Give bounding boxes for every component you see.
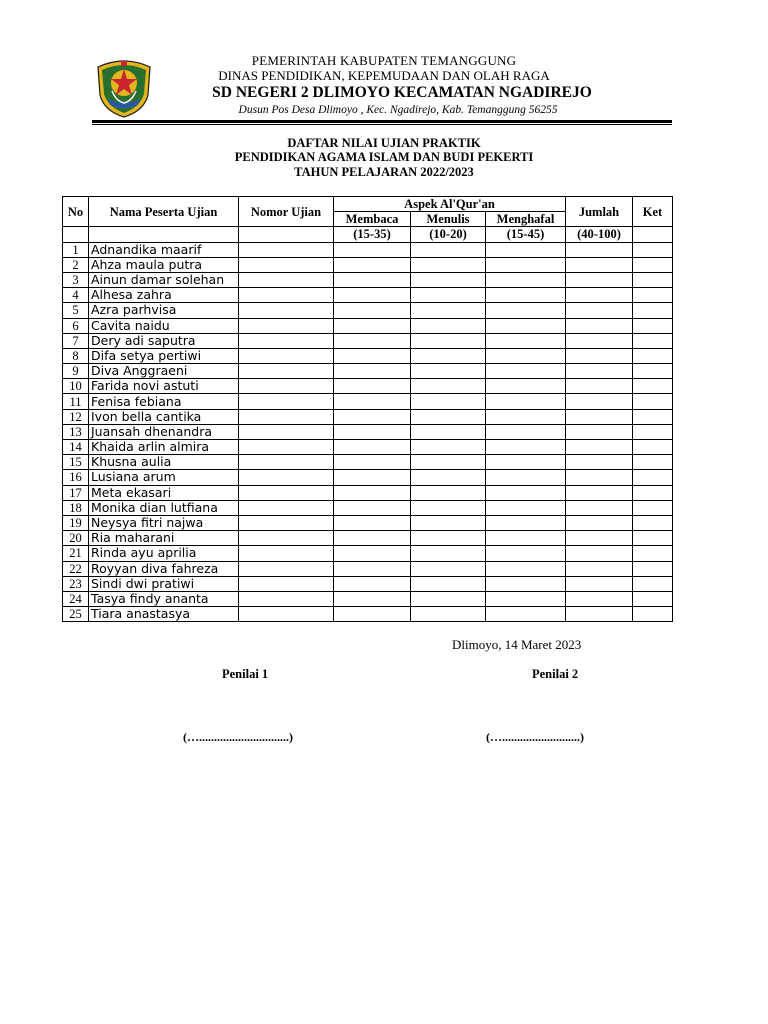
note-cell	[633, 348, 673, 363]
writing-cell	[411, 607, 486, 622]
total-cell	[566, 333, 633, 348]
document-year: TAHUN PELAJARAN 2022/2023	[294, 165, 474, 179]
memorizing-cell	[486, 531, 566, 546]
student-name: Rinda ayu aprilia	[89, 546, 239, 561]
row-number: 8	[63, 348, 89, 363]
note-cell	[633, 576, 673, 591]
exam-number-cell	[239, 394, 334, 409]
exam-number-cell	[239, 424, 334, 439]
header-divider-thin	[92, 124, 672, 125]
student-name: Fenisa febiana	[89, 394, 239, 409]
total-cell	[566, 546, 633, 561]
writing-cell	[411, 272, 486, 287]
reading-cell	[334, 576, 411, 591]
row-number: 15	[63, 455, 89, 470]
reading-cell	[334, 424, 411, 439]
row-number: 18	[63, 500, 89, 515]
reading-cell	[334, 591, 411, 606]
table-row	[63, 607, 673, 622]
header-no: No	[63, 197, 89, 227]
reading-cell	[334, 409, 411, 424]
writing-cell	[411, 591, 486, 606]
note-cell	[633, 424, 673, 439]
memorizing-cell	[486, 470, 566, 485]
total-cell	[566, 607, 633, 622]
memorizing-cell	[486, 242, 566, 257]
exam-number-cell	[239, 455, 334, 470]
header-divider-thick	[92, 120, 672, 123]
memorizing-cell	[486, 440, 566, 455]
student-name: Ria maharani	[89, 531, 239, 546]
header-quran-aspect: Aspek Al'Qur'an	[334, 197, 566, 212]
school-name: SD NEGERI 2 DLIMOYO KECAMATAN NGADIREJO	[212, 84, 592, 101]
student-name: Khusna aulia	[89, 455, 239, 470]
place-date: Dlimoyo, 14 Maret 2023	[452, 637, 582, 652]
grades-table	[62, 196, 673, 622]
total-cell	[566, 576, 633, 591]
table-row	[63, 561, 673, 576]
memorizing-cell	[486, 272, 566, 287]
memorizing-cell	[486, 303, 566, 318]
writing-cell	[411, 440, 486, 455]
total-cell	[566, 440, 633, 455]
student-name: Diva Anggraeni	[89, 364, 239, 379]
total-cell	[566, 303, 633, 318]
memorizing-cell	[486, 455, 566, 470]
range-total: (40-100)	[566, 227, 633, 242]
note-cell	[633, 607, 673, 622]
memorizing-cell	[486, 500, 566, 515]
total-cell	[566, 364, 633, 379]
student-name: Sindi dwi pratiwi	[89, 576, 239, 591]
exam-number-cell	[239, 470, 334, 485]
row-number: 7	[63, 333, 89, 348]
memorizing-cell	[486, 591, 566, 606]
row-number: 3	[63, 272, 89, 287]
reading-cell	[334, 379, 411, 394]
note-cell	[633, 409, 673, 424]
reading-cell	[334, 440, 411, 455]
writing-cell	[411, 288, 486, 303]
student-name: Khaida arlin almira	[89, 440, 239, 455]
total-cell	[566, 531, 633, 546]
row-number: 10	[63, 379, 89, 394]
note-cell	[633, 303, 673, 318]
note-cell	[633, 455, 673, 470]
exam-number-cell	[239, 531, 334, 546]
reading-cell	[334, 318, 411, 333]
student-name: Adnandika maarif	[89, 242, 239, 257]
memorizing-cell	[486, 485, 566, 500]
exam-number-cell	[239, 333, 334, 348]
memorizing-cell	[486, 364, 566, 379]
memorizing-cell	[486, 394, 566, 409]
total-cell	[566, 318, 633, 333]
exam-number-cell	[239, 561, 334, 576]
note-cell	[633, 546, 673, 561]
row-number: 2	[63, 257, 89, 272]
table-row	[63, 379, 673, 394]
total-cell	[566, 409, 633, 424]
table-row	[63, 500, 673, 515]
exam-number-cell	[239, 318, 334, 333]
row-number: 11	[63, 394, 89, 409]
table-row	[63, 257, 673, 272]
writing-cell	[411, 485, 486, 500]
reading-cell	[334, 348, 411, 363]
table-row	[63, 364, 673, 379]
total-cell	[566, 561, 633, 576]
student-name: Cavita naidu	[89, 318, 239, 333]
reading-cell	[334, 561, 411, 576]
table-row	[63, 531, 673, 546]
range-writing: (10-20)	[411, 227, 486, 242]
student-name: Farida novi astuti	[89, 379, 239, 394]
reading-cell	[334, 333, 411, 348]
total-cell	[566, 288, 633, 303]
student-name: Difa setya pertiwi	[89, 348, 239, 363]
table-row	[63, 591, 673, 606]
student-name: Tiara anastasya	[89, 607, 239, 622]
row-number: 24	[63, 591, 89, 606]
note-cell	[633, 440, 673, 455]
total-cell	[566, 424, 633, 439]
reading-cell	[334, 485, 411, 500]
row-number: 5	[63, 303, 89, 318]
note-cell	[633, 242, 673, 257]
exam-number-cell	[239, 607, 334, 622]
writing-cell	[411, 576, 486, 591]
government-name: PEMERINTAH KABUPATEN TEMANGGUNG	[251, 53, 517, 68]
exam-number-cell	[239, 303, 334, 318]
note-cell	[633, 531, 673, 546]
exam-number-cell	[239, 288, 334, 303]
table-row	[63, 485, 673, 500]
memorizing-cell	[486, 333, 566, 348]
assessor-2-signature: (…..........................)	[486, 730, 584, 744]
student-name: Monika dian lutfiana	[89, 500, 239, 515]
exam-number-cell	[239, 591, 334, 606]
reading-cell	[334, 546, 411, 561]
range-memorizing: (15-45)	[486, 227, 566, 242]
exam-number-cell	[239, 576, 334, 591]
note-cell	[633, 591, 673, 606]
table-row	[63, 440, 673, 455]
student-name: Ahza maula putra	[89, 257, 239, 272]
exam-number-cell	[239, 364, 334, 379]
total-cell	[566, 591, 633, 606]
total-cell	[566, 242, 633, 257]
row-number: 21	[63, 546, 89, 561]
note-cell	[633, 364, 673, 379]
exam-number-cell	[239, 348, 334, 363]
memorizing-cell	[486, 561, 566, 576]
exam-number-cell	[239, 242, 334, 257]
row-number: 4	[63, 288, 89, 303]
student-name: Royyan diva fahreza	[89, 561, 239, 576]
student-name: Neysya fitri najwa	[89, 515, 239, 530]
exam-number-cell	[239, 546, 334, 561]
note-cell	[633, 257, 673, 272]
reading-cell	[334, 272, 411, 287]
writing-cell	[411, 500, 486, 515]
reading-cell	[334, 470, 411, 485]
writing-cell	[411, 364, 486, 379]
memorizing-cell	[486, 379, 566, 394]
row-number: 6	[63, 318, 89, 333]
note-cell	[633, 272, 673, 287]
reading-cell	[334, 288, 411, 303]
reading-cell	[334, 515, 411, 530]
total-cell	[566, 379, 633, 394]
writing-cell	[411, 242, 486, 257]
note-cell	[633, 485, 673, 500]
header-reading: Membaca	[334, 212, 411, 227]
school-address: Dusun Pos Desa Dlimoyo , Kec. Ngadirejo, Kab. Temanggung 56255	[238, 104, 558, 116]
student-name: Lusiana arum	[89, 470, 239, 485]
assessor-1-label: Penilai 1	[222, 667, 269, 681]
table-row	[63, 470, 673, 485]
table-row	[63, 455, 673, 470]
row-number: 17	[63, 485, 89, 500]
memorizing-cell	[486, 318, 566, 333]
reading-cell	[334, 455, 411, 470]
row-number: 13	[63, 424, 89, 439]
assessor-1-signature: (…..............................)	[183, 730, 293, 744]
student-name: Ivon bella cantika	[89, 409, 239, 424]
header-total: Jumlah	[566, 197, 633, 227]
reading-cell	[334, 607, 411, 622]
writing-cell	[411, 546, 486, 561]
reading-cell	[334, 500, 411, 515]
writing-cell	[411, 379, 486, 394]
header-name: Nama Peserta Ujian	[89, 197, 239, 227]
row-number: 14	[63, 440, 89, 455]
note-cell	[633, 394, 673, 409]
memorizing-cell	[486, 607, 566, 622]
memorizing-cell	[486, 348, 566, 363]
reading-cell	[334, 531, 411, 546]
row-number: 16	[63, 470, 89, 485]
table-row	[63, 409, 673, 424]
writing-cell	[411, 348, 486, 363]
reading-cell	[334, 257, 411, 272]
row-number: 20	[63, 531, 89, 546]
table-row	[63, 318, 673, 333]
header-note: Ket	[633, 197, 673, 227]
table-row	[63, 515, 673, 530]
row-number: 25	[63, 607, 89, 622]
reading-cell	[334, 303, 411, 318]
note-cell	[633, 561, 673, 576]
document-subject: PENDIDIKAN AGAMA ISLAM DAN BUDI PEKERTI	[234, 150, 534, 164]
student-name: Juansah dhenandra	[89, 424, 239, 439]
header-exam-number: Nomor Ujian	[239, 197, 334, 227]
row-number: 9	[63, 364, 89, 379]
exam-number-cell	[239, 272, 334, 287]
table-row	[63, 288, 673, 303]
table-row	[63, 272, 673, 287]
row-number: 1	[63, 242, 89, 257]
table-row	[63, 394, 673, 409]
table-row	[63, 576, 673, 591]
reading-cell	[334, 394, 411, 409]
memorizing-cell	[486, 257, 566, 272]
writing-cell	[411, 561, 486, 576]
table-row	[63, 546, 673, 561]
department-name: DINAS PENDIDIKAN, KEPEMUDAAN DAN OLAH RAGA	[218, 68, 550, 83]
total-cell	[566, 257, 633, 272]
note-cell	[633, 515, 673, 530]
memorizing-cell	[486, 515, 566, 530]
reading-cell	[334, 242, 411, 257]
writing-cell	[411, 318, 486, 333]
note-cell	[633, 288, 673, 303]
header-writing: Menulis	[411, 212, 486, 227]
note-cell	[633, 470, 673, 485]
note-cell	[633, 333, 673, 348]
student-name: Tasya findy ananta	[89, 591, 239, 606]
writing-cell	[411, 257, 486, 272]
student-name: Ainun damar solehan	[89, 272, 239, 287]
exam-number-cell	[239, 257, 334, 272]
table-row	[63, 242, 673, 257]
exam-number-cell	[239, 379, 334, 394]
table-row	[63, 348, 673, 363]
exam-number-cell	[239, 440, 334, 455]
writing-cell	[411, 333, 486, 348]
note-cell	[633, 379, 673, 394]
note-cell	[633, 500, 673, 515]
exam-number-cell	[239, 485, 334, 500]
row-number: 22	[63, 561, 89, 576]
writing-cell	[411, 303, 486, 318]
writing-cell	[411, 531, 486, 546]
writing-cell	[411, 394, 486, 409]
row-number: 19	[63, 515, 89, 530]
total-cell	[566, 485, 633, 500]
header-memorizing: Menghafal	[486, 212, 566, 227]
total-cell	[566, 272, 633, 287]
memorizing-cell	[486, 546, 566, 561]
range-reading: (15-35)	[334, 227, 411, 242]
table-row	[63, 333, 673, 348]
total-cell	[566, 470, 633, 485]
writing-cell	[411, 470, 486, 485]
memorizing-cell	[486, 288, 566, 303]
student-name: Alhesa zahra	[89, 288, 239, 303]
document-title: DAFTAR NILAI UJIAN PRAKTIK	[287, 136, 481, 150]
student-name: Azra parhvisa	[89, 303, 239, 318]
table-row	[63, 424, 673, 439]
note-cell	[633, 318, 673, 333]
exam-number-cell	[239, 515, 334, 530]
memorizing-cell	[486, 409, 566, 424]
writing-cell	[411, 409, 486, 424]
exam-number-cell	[239, 500, 334, 515]
exam-number-cell	[239, 409, 334, 424]
memorizing-cell	[486, 576, 566, 591]
assessor-2-label: Penilai 2	[532, 667, 579, 681]
student-name: Dery adi saputra	[89, 333, 239, 348]
total-cell	[566, 515, 633, 530]
memorizing-cell	[486, 424, 566, 439]
table-row	[63, 303, 673, 318]
row-number: 23	[63, 576, 89, 591]
student-name: Meta ekasari	[89, 485, 239, 500]
writing-cell	[411, 455, 486, 470]
writing-cell	[411, 424, 486, 439]
writing-cell	[411, 515, 486, 530]
row-number: 12	[63, 409, 89, 424]
total-cell	[566, 455, 633, 470]
total-cell	[566, 500, 633, 515]
total-cell	[566, 394, 633, 409]
total-cell	[566, 348, 633, 363]
reading-cell	[334, 364, 411, 379]
